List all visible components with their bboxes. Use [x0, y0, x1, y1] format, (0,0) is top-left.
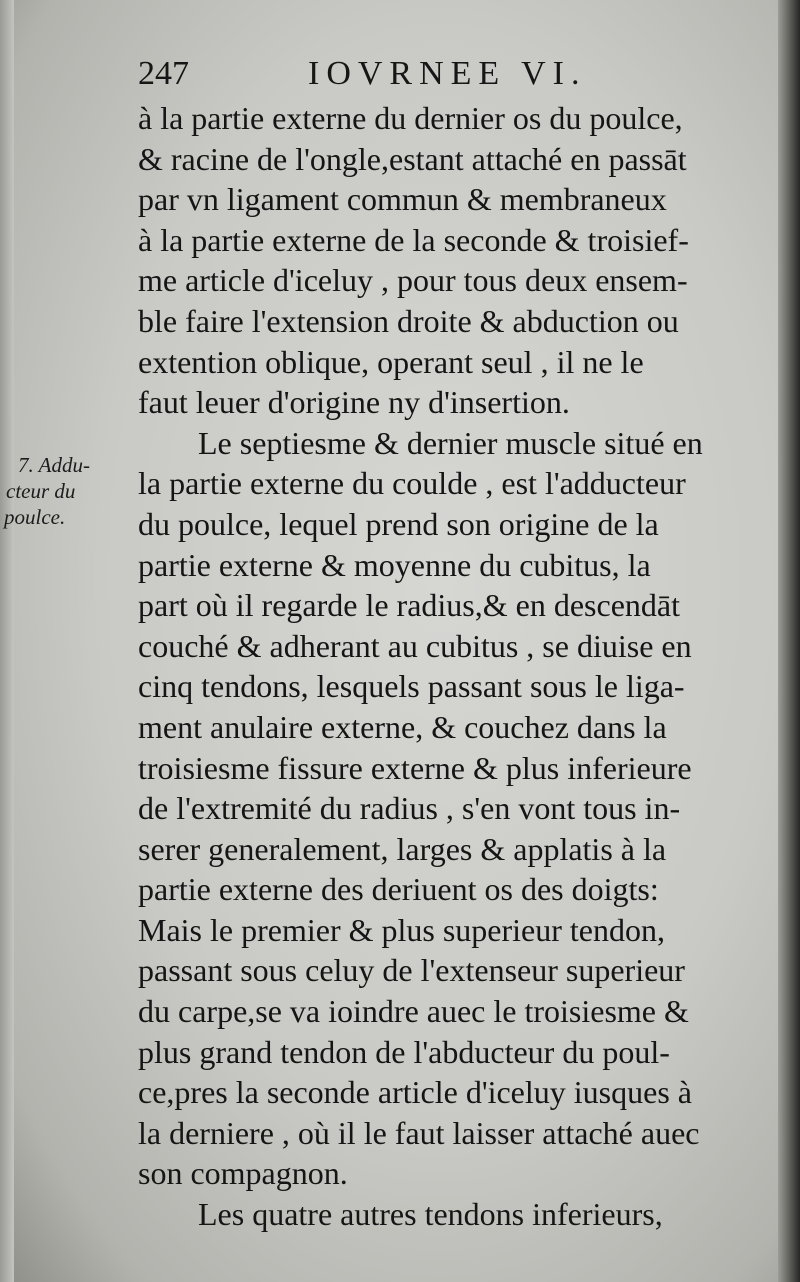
- text-line: par vn ligament commun & membraneux: [138, 181, 667, 218]
- text-line: cinq tendons, lesquels passant sous le liga-: [138, 668, 685, 705]
- text-line: serer generalement, larges & applatis à la: [138, 830, 667, 867]
- running-head: IOVRNEE VI.: [308, 55, 587, 92]
- text-line: extention oblique, operant seul , il ne le: [138, 343, 644, 380]
- text-line: du carpe,se va ioindre auec le troisiesme &: [138, 993, 689, 1030]
- margin-note: [4, 452, 132, 530]
- text-line: ble faire l'extension droite & abduction ou: [138, 302, 679, 339]
- text-line: la derniere , où il le faut laisser attaché auec: [138, 1114, 700, 1151]
- text-line: ce,pres la seconde article d'iceluy iusques à: [138, 1074, 692, 1111]
- page-right-edge-shadow: [778, 0, 800, 1282]
- body-text: [138, 98, 758, 1235]
- text-line: Mais le premier & plus superieur tendon,: [138, 911, 665, 948]
- text-line: partie externe des deriuent os des doigts:: [138, 871, 659, 908]
- text-line: plus grand tendon de l'abducteur du poul-: [138, 1033, 670, 1070]
- text-line: & racine de l'ongle,estant attaché en passāt: [138, 140, 687, 177]
- text-line: part où il regarde le radius,& en descendāt: [138, 587, 680, 624]
- margin-note-line: cteur du: [6, 479, 76, 503]
- text-line: de l'extremité du radius , s'en vont tous in-: [138, 790, 681, 827]
- text-line: la partie externe du coulde , est l'adducteur: [138, 465, 686, 502]
- paragraph-start-line: Les quatre autres tendons inferieurs,: [198, 1196, 663, 1233]
- text-line: passant sous celuy de l'extenseur superieur: [138, 952, 685, 989]
- text-line: à la partie externe du dernier os du poulce,: [138, 100, 683, 136]
- page-header: [138, 52, 608, 96]
- margin-note-line: 7. Addu-: [18, 453, 90, 477]
- text-line: me article d'iceluy , pour tous deux ensem-: [138, 262, 688, 299]
- text-line: à la partie externe de la seconde & troisief-: [138, 221, 689, 258]
- text-line: partie externe & moyenne du cubitus, la: [138, 546, 651, 583]
- text-line: son compagnon.: [138, 1155, 348, 1192]
- page-number: 247: [138, 55, 189, 92]
- page-left-edge: [0, 0, 14, 1282]
- text-line: ment anulaire externe, & couchez dans la: [138, 708, 667, 745]
- text-line: faut leuer d'origine ny d'insertion.: [138, 384, 570, 421]
- margin-note-line: poulce.: [4, 505, 66, 529]
- paragraph-start-line: Le septiesme & dernier muscle situé en: [198, 424, 703, 461]
- text-line: couché & adherant au cubitus , se diuise en: [138, 627, 692, 664]
- text-line: du poulce, lequel prend son origine de la: [138, 505, 659, 542]
- text-line: troisiesme fissure externe & plus inferieure: [138, 749, 692, 786]
